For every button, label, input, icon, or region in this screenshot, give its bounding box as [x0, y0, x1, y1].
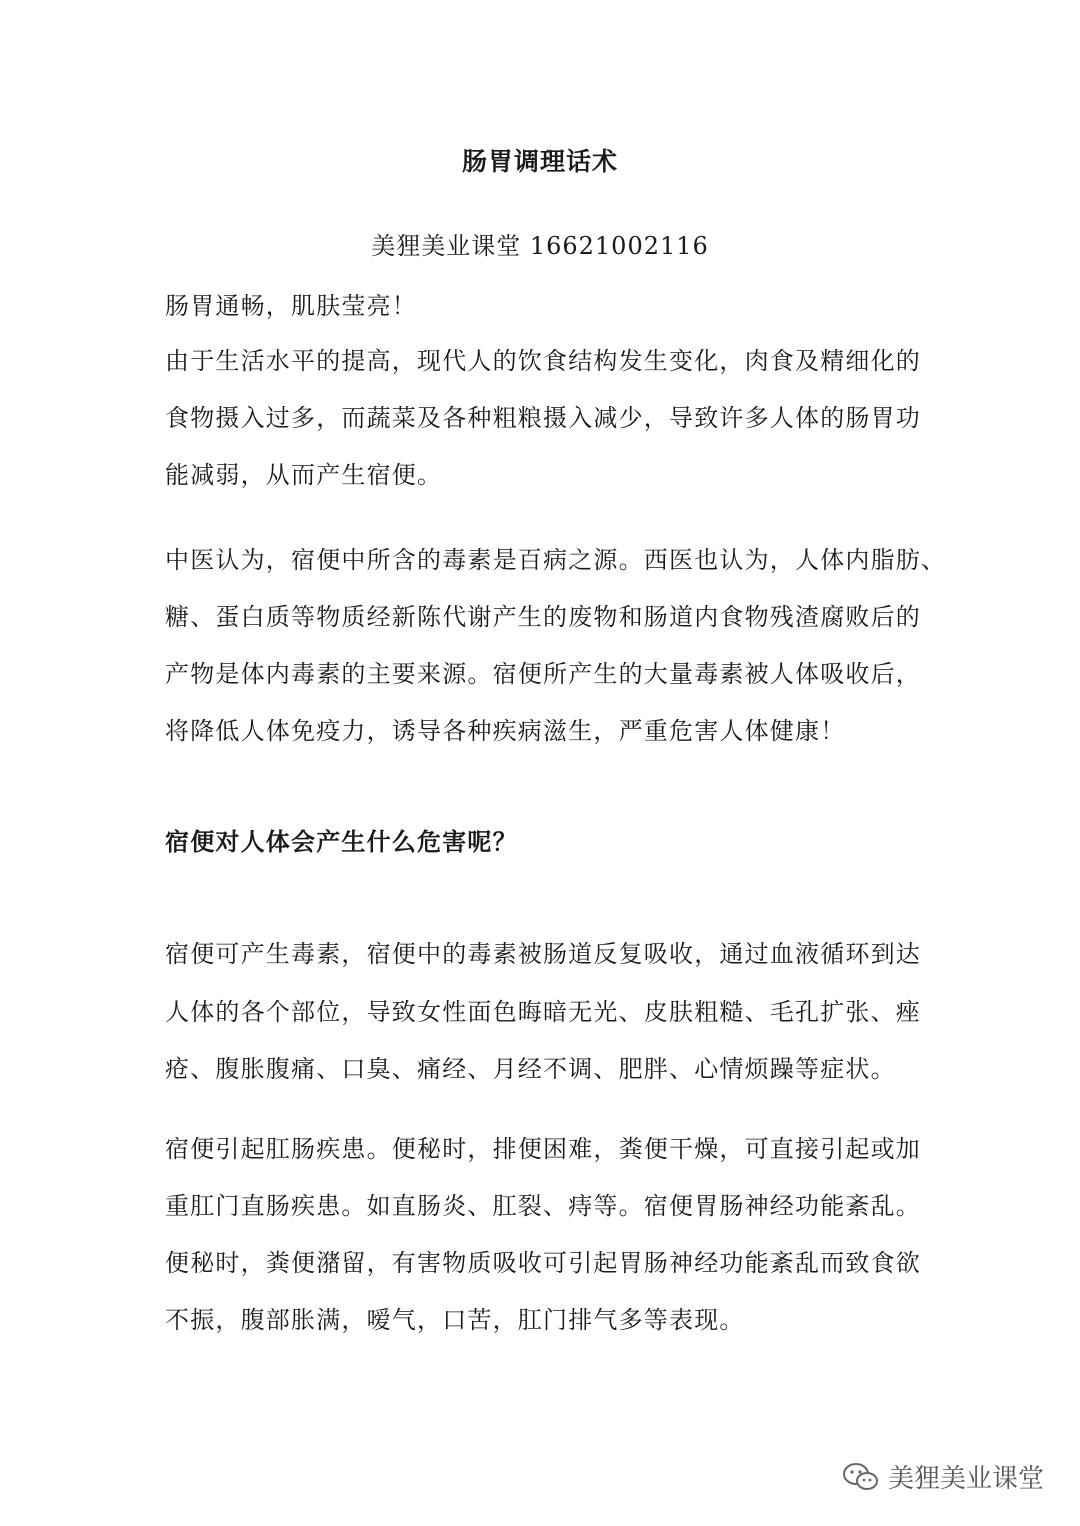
paragraph-line: 由于生活水平的提高，现代人的饮食结构发生变化，肉食及精细化的 — [165, 347, 921, 375]
paragraph-line: 不振，腹部胀满，嗳气，口苦，肛门排气多等表现。 — [165, 1306, 745, 1334]
paragraph-line: 肠胃通畅，肌肤莹亮！ — [165, 292, 417, 320]
paragraph-line: 中医认为，宿便中所含的毒素是百病之源。西医也认为，人体内脂肪、 — [165, 546, 947, 574]
page-title: 肠胃调理话术 — [461, 147, 618, 176]
wechat-icon — [842, 1461, 880, 1493]
section-heading: 宿便对人体会产生什么危害呢？ — [165, 827, 518, 856]
paragraph-line: 能减弱，从而产生宿便。 — [165, 461, 443, 489]
watermark — [842, 1458, 1044, 1495]
paragraph-line: 便秘时，粪便潴留，有害物质吸收可引起胃肠神经功能紊乱而致食欲 — [165, 1249, 921, 1277]
paragraph-line: 将降低人体免疫力，诱导各种疾病滋生，严重危害人体健康！ — [165, 717, 846, 745]
paragraph-line: 产物是体内毒素的主要来源。宿便所产生的大量毒素被人体吸收后， — [165, 660, 921, 688]
page-subtitle: 美狸美业课堂 16621002116 — [371, 232, 709, 260]
paragraph-line: 疮、腹胀腹痛、口臭、痛经、月经不调、肥胖、心情烦躁等症状。 — [165, 1055, 896, 1083]
paragraph-line: 重肛门直肠疾患。如直肠炎、肛裂、痔等。宿便胃肠神经功能紊乱。 — [165, 1192, 921, 1220]
paragraph-line: 食物摄入过多，而蔬菜及各种粗粮摄入减少，导致许多人体的肠胃功 — [165, 404, 921, 432]
paragraph-line: 宿便引起肛肠疾患。便秘时，排便困难，粪便干燥，可直接引起或加 — [165, 1135, 921, 1163]
paragraph-line: 宿便可产生毒素，宿便中的毒素被肠道反复吸收，通过血液循环到达 — [165, 940, 921, 968]
watermark-text: 美狸美业课堂 — [887, 1464, 1044, 1494]
paragraph-line: 人体的各个部位，导致女性面色晦暗无光、皮肤粗糙、毛孔扩张、痤 — [165, 998, 921, 1026]
paragraph-line: 糖、蛋白质等物质经新陈代谢产生的废物和肠道内食物残渣腐败后的 — [165, 603, 921, 631]
